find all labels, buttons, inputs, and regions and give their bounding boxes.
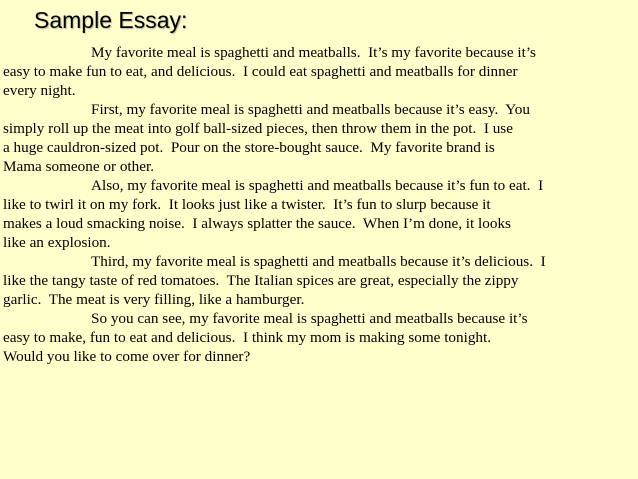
essay-line: like the tangy taste of red tomatoes. The Italian spices are great, especially the zippy: [3, 272, 519, 289]
essay-line: simply roll up the meat into golf ball-sized pieces, then throw them in the pot. I use: [3, 120, 513, 137]
essay-line: every night.: [3, 82, 76, 99]
essay-paragraph-first-reason: [3, 100, 638, 176]
essay-body: [0, 43, 638, 366]
essay-line: Also, my favorite meal is spaghetti and meatballs because it’s fun to eat. I: [91, 177, 544, 194]
essay-line: So you can see, my favorite meal is spaghetti and meatballs because it’s: [91, 310, 528, 327]
essay-paragraph-conclusion: [3, 309, 638, 366]
essay-line: Would you like to come over for dinner?: [3, 348, 251, 365]
essay-line: easy to make, fun to eat and delicious. I think my mom is making some tonight.: [3, 329, 492, 346]
slide-title: Sample Essay:: [34, 7, 188, 33]
essay-line: First, my favorite meal is spaghetti and meatballs because it’s easy. You: [91, 101, 530, 118]
essay-line: garlic. The meat is very filling, like a hamburger.: [3, 291, 305, 308]
essay-line: makes a loud smacking noise. I always splatter the sauce. When I’m done, it looks: [3, 215, 511, 232]
essay-line: Mama someone or other.: [3, 158, 154, 175]
essay-paragraph-intro: [3, 43, 638, 100]
essay-paragraph-second-reason: [3, 176, 638, 252]
essay-line: like an explosion.: [3, 234, 111, 251]
essay-line: My favorite meal is spaghetti and meatballs. It’s my favorite because it’s: [91, 44, 536, 61]
essay-line: Third, my favorite meal is spaghetti and meatballs because it’s delicious. I: [91, 253, 546, 270]
essay-paragraph-third-reason: [3, 252, 638, 309]
essay-line: like to twirl it on my fork. It looks just like a twister. It’s fun to slurp because it: [3, 196, 491, 213]
essay-line: easy to make fun to eat, and delicious. I could eat spaghetti and meatballs for dinner: [3, 63, 518, 80]
essay-line: a huge cauldron-sized pot. Pour on the store-bought sauce. My favorite brand is: [3, 139, 495, 156]
